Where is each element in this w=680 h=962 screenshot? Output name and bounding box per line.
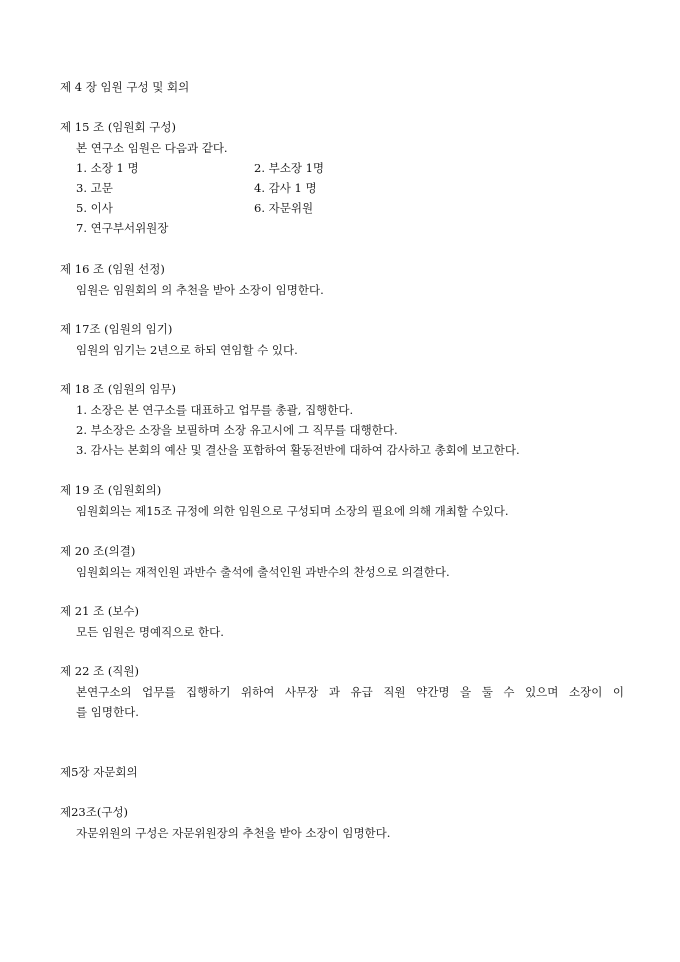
article-18-heading: 제 18 조 (임원의 임무) — [60, 382, 176, 396]
article-15-heading: 제 15 조 (임원회 구성) — [60, 120, 176, 134]
list-item: 2. 부소장은 소장을 보필하며 소장 유고시에 그 직무를 대행한다. — [76, 423, 398, 437]
article-15-intro: 본 연구소 임원은 다음과 같다. — [76, 141, 228, 155]
article-20-body: 임원회의는 재적인원 과반수 출석에 출석인원 과반수의 찬성으로 의결한다. — [76, 565, 450, 579]
article-20-heading: 제 20 조(의결) — [60, 544, 136, 558]
article-16-body: 임원은 임원회의 의 추천을 받아 소장이 임명한다. — [76, 283, 324, 297]
article-16-heading: 제 16 조 (임원 선정) — [60, 262, 165, 276]
article-22-body-line-2: 를 임명한다. — [76, 705, 139, 719]
chapter-5-title: 제5장 자문회의 — [60, 765, 138, 779]
list-item: 6. 자문위원 — [254, 201, 314, 215]
list-item: 2. 부소장 1명 — [254, 161, 325, 175]
article-17-heading: 제 17조 (임원의 임기) — [60, 322, 173, 336]
list-item: 1. 소장은 본 연구소를 대표하고 업무를 총괄, 집행한다. — [76, 403, 354, 417]
article-19-heading: 제 19 조 (임원회의) — [60, 483, 162, 497]
chapter-4-title: 제 4 장 임원 구성 및 회의 — [60, 80, 190, 94]
article-19-body: 임원회의는 제15조 규정에 의한 임원으로 구성되며 소장의 필요에 의해 개최할 수있다. — [76, 504, 509, 518]
list-item: 5. 이사 — [76, 201, 113, 215]
article-21-body: 모든 임원은 명예직으로 한다. — [76, 625, 224, 639]
list-item: 3. 고문 — [76, 181, 113, 195]
article-22-heading: 제 22 조 (직원) — [60, 664, 140, 678]
article-23-heading: 제23조(구성) — [60, 805, 129, 819]
article-23-body: 자문위원의 구성은 자문위원장의 추천을 받아 소장이 임명한다. — [76, 826, 391, 840]
list-item: 1. 소장 1 명 — [76, 161, 139, 175]
list-item: 4. 감사 1 명 — [254, 181, 317, 195]
list-item: 7. 연구부서위원장 — [76, 221, 169, 235]
article-17-body: 임원의 임기는 2년으로 하되 연임할 수 있다. — [76, 343, 298, 357]
article-22-body-line-1: 본연구소의 업무를 집행하기 위하여 사무장 과 유급 직원 약간명 을 둘 수 있으며 소장이 이 — [76, 685, 624, 699]
list-item: 3. 감사는 본회의 예산 및 결산을 포함하여 활동전반에 대하여 감사하고 총회에 보고한다. — [76, 443, 520, 457]
article-21-heading: 제 21 조 (보수) — [60, 604, 140, 618]
